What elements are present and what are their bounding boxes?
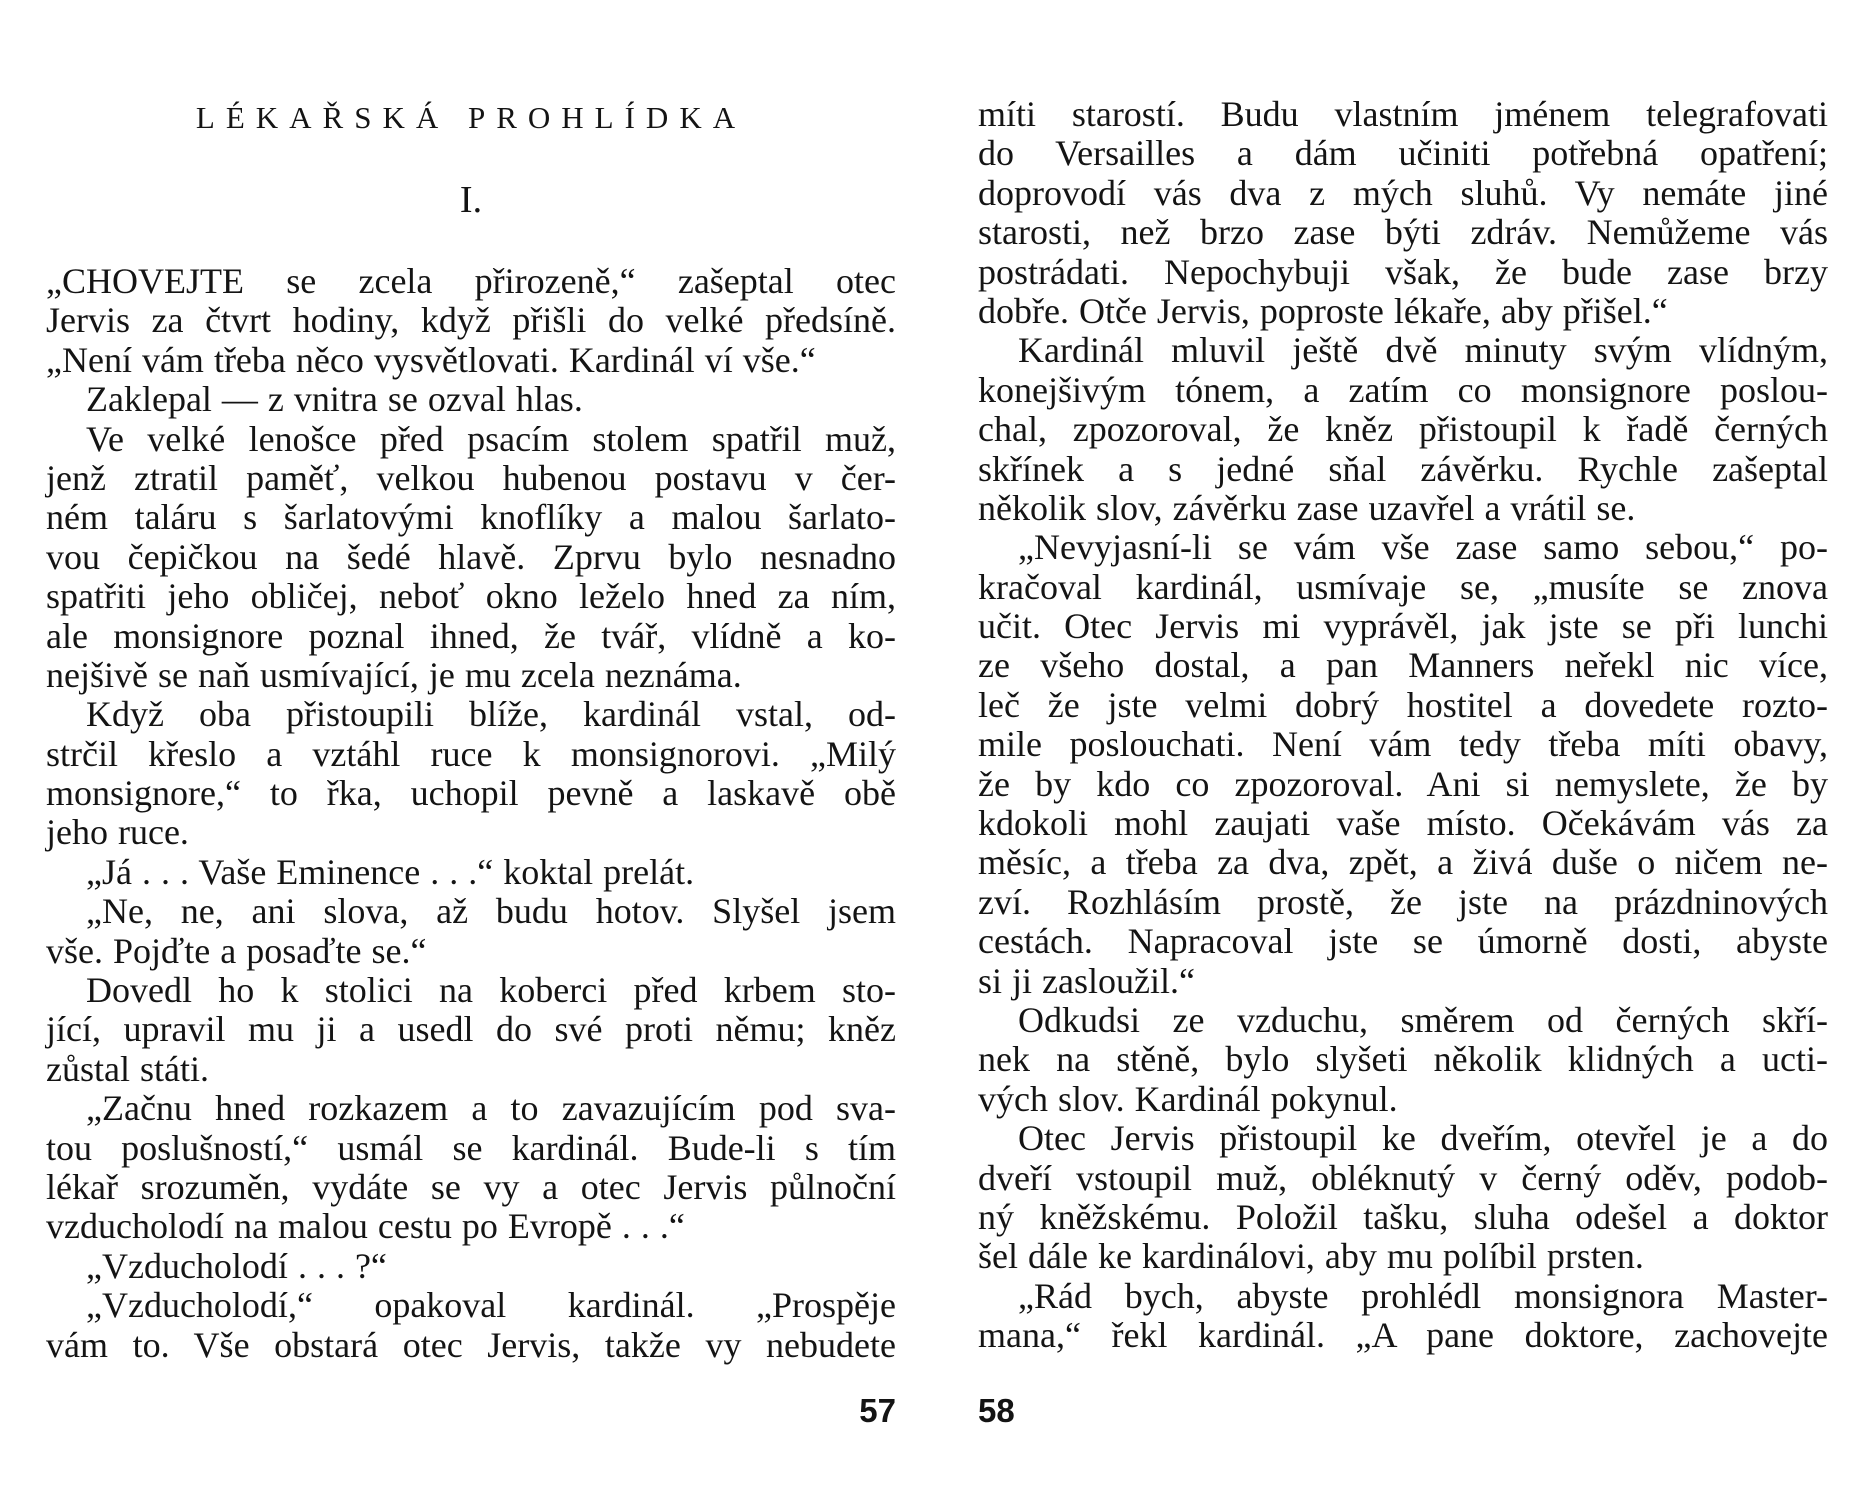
- text-line: do Versailles a dám učiniti potřebná opatření;: [978, 133, 1828, 174]
- right-page: [978, 0, 1828, 1500]
- text-line: strčil křeslo a vztáhl ruce k monsignorovi. „Milý: [46, 733, 896, 774]
- text-line: „Já . . . Vaše Eminence . . .“ koktal prelát.: [86, 851, 695, 892]
- text-line: dveří vstoupil muž, obléknutý v černý oděv, podob-: [978, 1157, 1828, 1198]
- text-line: vých slov. Kardinál pokynul.: [978, 1078, 1398, 1119]
- text-line: doprovodí vás dva z mých sluhů. Vy nemáte jiné: [978, 172, 1828, 213]
- text-line: „Ne, ne, ani slova, až budu hotov. Slyšel jsem: [86, 891, 896, 932]
- text-line: jící, upravil mu ji a usedl do své proti němu; kněz: [46, 1009, 896, 1050]
- text-line: že by kdo co zpozoroval. Ani si nemyslete, že by: [978, 763, 1828, 804]
- text-line: zví. Rozhlásím prostě, že jste na prázdninových: [978, 881, 1828, 922]
- text-line: Kardinál mluvil ještě dvě minuty svým vlídným,: [1018, 330, 1828, 371]
- chapter-number: I.: [459, 179, 483, 221]
- text-line: Ve velké lenošce před psacím stolem spatřil muž,: [86, 418, 896, 459]
- text-line: spatřiti jeho obličej, neboť okno leželo hned za ním,: [46, 576, 896, 617]
- text-line: zůstal státi.: [46, 1048, 209, 1089]
- text-line: několik slov, závěrku zase uzavřel a vrátil se.: [978, 487, 1636, 528]
- text-line: mile poslouchati. Není vám tedy třeba míti obavy,: [978, 724, 1828, 765]
- text-line: leč že jste velmi dobrý hostitel a dovedete rozto-: [978, 684, 1828, 725]
- text-line: kračoval kardinál, usmívaje se, „musíte se znova: [978, 566, 1828, 607]
- text-line: monsignore,“ to řka, uchopil pevně a laskavě obě: [46, 773, 896, 814]
- text-line: nek na stěně, bylo slyšeti několik klidných a ucti-: [978, 1039, 1828, 1080]
- text-line: „Rád bych, abyste prohlédl monsignora Master-: [1018, 1275, 1828, 1316]
- text-line: dobře. Otče Jervis, poproste lékaře, aby přišel.“: [978, 290, 1668, 331]
- text-line: postrádati. Nepochybuji však, že bude zase brzy: [978, 251, 1828, 292]
- text-line: tou poslušností,“ usmál se kardinál. Bude-li s tím: [46, 1127, 896, 1168]
- text-line: šel dále ke kardinálovi, aby mu políbil prsten.: [978, 1236, 1644, 1277]
- text-line: ale monsignore poznal ihned, že tvář, vlídně a ko-: [46, 615, 896, 656]
- right-page-text: [978, 95, 1828, 1356]
- text-line: Odkudsi ze vzduchu, směrem od černých skří-: [1018, 999, 1828, 1040]
- text-line: „Vzducholodí . . . ?“: [86, 1245, 387, 1286]
- text-line: vou čepičkou na šedé hlavě. Zprvu bylo nesnadno: [46, 536, 896, 577]
- text-line: „Začnu hned rozkazem a to zavazujícím pod sva-: [86, 1088, 896, 1129]
- text-line: chal, zpozoroval, že kněz přistoupil k řadě černých: [978, 409, 1828, 450]
- text-line: „Nevyjasní-li se vám vše zase samo sebou,“ po-: [1018, 527, 1828, 568]
- text-line: jeho ruce.: [46, 812, 189, 853]
- text-line: starosti, než brzo zase býti zdráv. Nemůžeme vás: [978, 212, 1828, 253]
- text-line: Zaklepal — z vnitra se ozval hlas.: [86, 379, 583, 420]
- page-number-left: 57: [859, 1392, 896, 1429]
- text-line: si ji zasloužil.“: [978, 960, 1195, 1001]
- text-line: skřínek a s jedné sňal závěrku. Rychle zašeptal: [978, 448, 1828, 489]
- text-line: konejšivým tónem, a zatím co monsignore poslou-: [978, 369, 1828, 410]
- text-line: mana,“ řekl kardinál. „A pane doktore, zachovejte: [978, 1315, 1828, 1356]
- text-line: kdokoli mohl zaujati vaše místo. Očekávám vás za: [978, 803, 1828, 844]
- text-line: Když oba přistoupili blíže, kardinál vstal, od-: [86, 694, 896, 735]
- text-line: nejšivě se naň usmívající, je mu zcela neznáma.: [46, 654, 742, 695]
- text-line: lékař srozuměn, vydáte se vy a otec Jervis půlnoční: [46, 1166, 896, 1207]
- text-line: vzducholodí na malou cestu po Evropě . . .“: [46, 1206, 685, 1247]
- text-line: ném taláru s šarlatovými knoflíky a malou šarlato-: [46, 497, 896, 538]
- text-line: Dovedl ho k stolici na koberci před krbem sto-: [86, 970, 896, 1011]
- chapter-title: LÉKAŘSKÁ PROHLÍDKA: [195, 100, 747, 135]
- text-line: „Není vám třeba něco vysvětlovati. Kardinál ví vše.“: [46, 339, 816, 380]
- text-line: Jervis za čtvrt hodiny, když přišli do velké předsíně.: [46, 300, 896, 341]
- text-line: vám to. Vše obstará otec Jervis, takže vy nebudete: [46, 1324, 896, 1365]
- text-line: „Vzducholodí,“ opakoval kardinál. „Prospěje: [86, 1285, 896, 1326]
- text-line: ný kněžskému. Položil tašku, sluha odešel a doktor: [978, 1196, 1828, 1237]
- page-number-right: 58: [978, 1392, 1015, 1429]
- text-line: míti starostí. Budu vlastním jménem telegrafovati: [978, 94, 1828, 134]
- text-line: jenž ztratil paměť, velkou hubenou postavu v čer-: [46, 457, 896, 498]
- text-line: učit. Otec Jervis mi vyprávěl, jak jste se při lunchi: [978, 606, 1828, 647]
- text-line: ze všeho dostal, a pan Manners neřekl nic více,: [978, 645, 1828, 686]
- text-line: cestách. Napracoval jste se úmorně dosti, abyste: [978, 921, 1828, 962]
- left-page: [46, 0, 896, 1500]
- text-line: měsíc, a třeba za dva, zpět, a živá duše o ničem ne-: [978, 842, 1828, 883]
- text-line: „CHOVEJTE se zcela přirozeně,“ zašeptal otec: [46, 261, 896, 301]
- text-line: vše. Pojďte a posaďte se.“: [46, 930, 427, 971]
- text-line: Otec Jervis přistoupil ke dveřím, otevřel je a do: [1018, 1118, 1828, 1159]
- left-page-text: [46, 262, 896, 1365]
